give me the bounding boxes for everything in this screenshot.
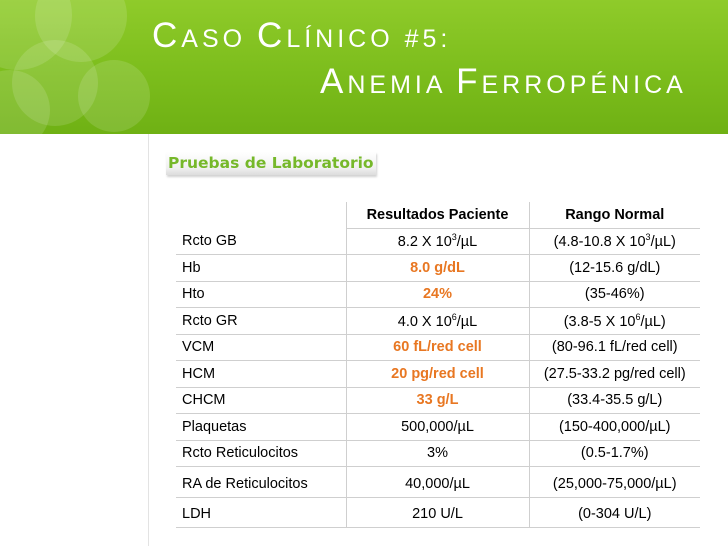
range-cell-unit: /µL): [640, 313, 666, 330]
title-cap: F: [456, 62, 482, 101]
result-cell-text: 8.0 g/dL: [410, 259, 465, 276]
table-row: [176, 467, 700, 498]
result-cell-exponent: 3: [451, 232, 457, 243]
test-name-cell: Plaquetas: [176, 414, 346, 441]
result-cell-unit: /µL: [456, 313, 478, 330]
result-cell: [346, 334, 529, 361]
range-cell-text: (150-400,000/µL): [558, 418, 671, 435]
result-cell-text: 8.2 X 10: [397, 234, 452, 251]
range-cell-text: (0.5-1.7%): [580, 445, 649, 462]
test-name-cell: CHCM: [176, 387, 346, 414]
header-range: Rango Normal: [529, 202, 700, 228]
result-cell-text: 20 pg/red cell: [391, 365, 484, 382]
table-row: [176, 228, 700, 255]
table-row: [176, 281, 700, 308]
test-name-cell: LDH: [176, 497, 346, 528]
range-cell-text: (3.8-5 X 10: [563, 313, 636, 330]
range-cell-text: (0-304 U/L): [578, 506, 652, 523]
range-cell: [529, 255, 700, 282]
range-cell-text: (25,000-75,000/µL): [552, 475, 677, 492]
title-cap: A: [320, 62, 348, 101]
title-line-2: [320, 64, 687, 99]
range-cell-text: (4.8-10.8 X 10: [553, 234, 646, 251]
table-row: [176, 334, 700, 361]
result-cell: [346, 387, 529, 414]
result-cell-unit: /µL: [456, 234, 478, 251]
table-row: [176, 414, 700, 441]
result-cell: [346, 414, 529, 441]
title-text: ASO: [181, 25, 258, 53]
range-cell-exponent: 3: [645, 232, 651, 243]
range-cell: [529, 281, 700, 308]
result-cell: [346, 281, 529, 308]
result-cell-text: 60 fL/red cell: [393, 339, 482, 356]
range-cell: [529, 308, 700, 335]
table-row: [176, 361, 700, 388]
title-cap: C: [152, 16, 182, 55]
result-cell-text: 500,000/µL: [401, 418, 474, 435]
result-cell-text: 40,000/µL: [405, 475, 470, 492]
result-cell: [346, 497, 529, 528]
decorative-circle: [78, 60, 150, 132]
range-cell-text: (80-96.1 fL/red cell): [551, 339, 678, 356]
title-text: ERROPÉNICA: [481, 71, 687, 99]
decorative-circles: [0, 0, 150, 134]
test-name-cell: Rcto Reticulocitos: [176, 440, 346, 467]
range-cell: [529, 334, 700, 361]
title-line-1: [152, 18, 451, 53]
test-name-cell: Rcto GR: [176, 308, 346, 335]
range-cell: [529, 228, 700, 255]
result-cell-text: 3%: [427, 445, 448, 462]
result-cell-text: 4.0 X 10: [397, 313, 452, 330]
result-cell: [346, 255, 529, 282]
range-cell-unit: /µL): [650, 234, 676, 251]
left-divider: [148, 134, 149, 546]
result-cell: [346, 228, 529, 255]
range-cell: [529, 387, 700, 414]
range-cell-text: (12-15.6 g/dL): [569, 259, 661, 276]
result-cell-text: 210 U/L: [412, 506, 463, 523]
test-name-cell: Hto: [176, 281, 346, 308]
result-cell-exponent: 6: [451, 311, 457, 322]
range-cell: [529, 467, 700, 498]
title-text: LÍNICO #5:: [286, 25, 452, 53]
table-row: [176, 255, 700, 282]
range-cell-text: (35-46%): [584, 286, 645, 303]
test-name-cell: HCM: [176, 361, 346, 388]
range-cell-text: (27.5-33.2 pg/red cell): [543, 365, 686, 382]
result-cell-text: 24%: [422, 286, 453, 303]
test-name-cell: VCM: [176, 334, 346, 361]
title-banner: [0, 0, 728, 134]
header-results: Resultados Paciente: [346, 202, 529, 228]
test-name-cell: Rcto GB: [176, 228, 346, 255]
table-row: [176, 387, 700, 414]
title-cap: C: [257, 16, 287, 55]
result-cell-text: 33 g/L: [416, 392, 459, 409]
result-cell: [346, 440, 529, 467]
range-cell-exponent: 6: [635, 311, 641, 322]
range-cell: [529, 361, 700, 388]
range-cell: [529, 497, 700, 528]
title-text: NEMIA: [347, 71, 457, 99]
test-name-cell: RA de Reticulocitos: [176, 467, 346, 498]
lab-results-table: [176, 202, 700, 528]
table-header-row: [176, 202, 700, 228]
result-cell: [346, 361, 529, 388]
result-cell: [346, 308, 529, 335]
table-row: [176, 440, 700, 467]
table-row: [176, 497, 700, 528]
result-cell: [346, 467, 529, 498]
lab-table-body: [176, 228, 700, 528]
range-cell: [529, 440, 700, 467]
test-name-cell: Hb: [176, 255, 346, 282]
header-blank: [176, 202, 346, 228]
range-cell-text: (33.4-35.5 g/L): [567, 392, 663, 409]
table-row: [176, 308, 700, 335]
section-subtitle: Pruebas de Laboratorio: [166, 152, 376, 175]
range-cell: [529, 414, 700, 441]
